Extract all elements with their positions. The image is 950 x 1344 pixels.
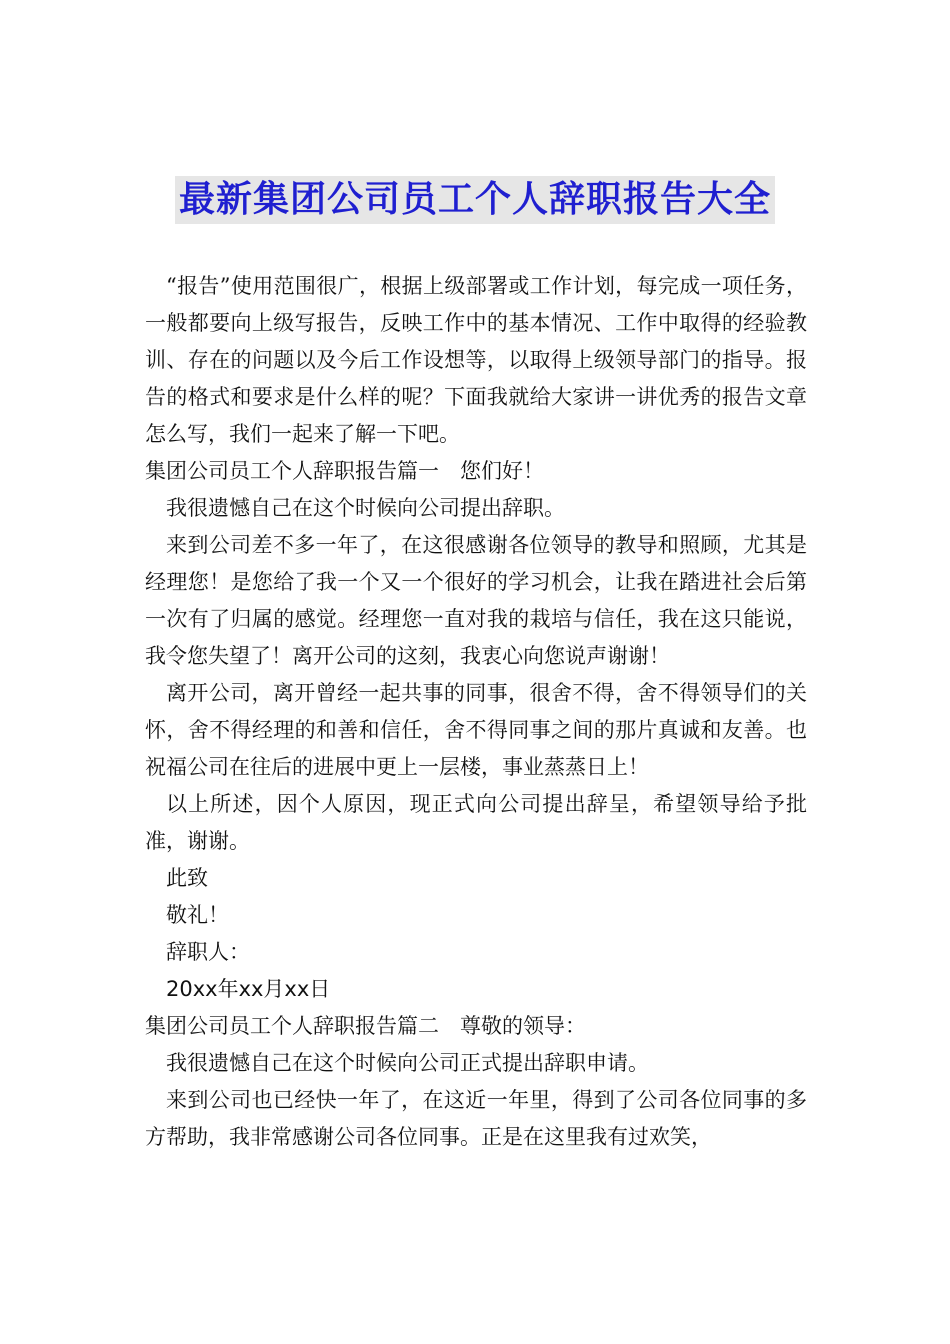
document-body — [145, 268, 807, 1156]
salute-line: 敬礼！ — [166, 903, 229, 927]
section-heading-2: 集团公司员工个人辞职报告篇二 尊敬的领导： — [145, 1014, 586, 1038]
paragraph: 离开公司，离开曾经一起共事的同事，很舍不得，舍不得领导们的关怀，舍不得经理的和善和信任，舍不得同事之间的那片真诚和友善。也祝福公司在往后的进展中更上一层楼，事业蒸蒸日上！ — [145, 681, 807, 779]
signature-line: 辞职人： — [166, 940, 250, 964]
intro-paragraph: “报告”使用范围很广，根据上级部署或工作计划，每完成一项任务，一般都要向上级写报告，反映工作中的基本情况、工作中取得的经验教训、存在的问题以及今后工作设想等，以取得上级领导部门的指导。报告的格式和要求是什么样的呢？下面我就给大家讲一讲优秀的报告文章怎么写，我们一起来了解一下吧。 — [145, 274, 807, 446]
paragraph: 来到公司也已经快一年了，在这近一年里，得到了公司各位同事的多方帮助，我非常感谢公司各位同事。正是在这里我有过欢笑， — [145, 1088, 807, 1149]
paragraph: 来到公司差不多一年了，在这很感谢各位领导的教导和照顾，尤其是经理您！是您给了我一个又一个很好的学习机会，让我在踏进社会后第一次有了归属的感觉。经理您一直对我的栽培与信任，我在这只能说，我令您失望了！离开公司的这刻，我衷心向您说声谢谢！ — [145, 533, 807, 668]
title-container — [0, 176, 950, 224]
section-heading-1: 集团公司员工个人辞职报告篇一 您们好！ — [145, 459, 544, 483]
closing-line: 此致 — [166, 866, 208, 890]
document-title: 最新集团公司员工个人辞职报告大全 — [175, 176, 775, 224]
paragraph: 以上所述，因个人原因，现正式向公司提出辞呈，希望领导给予批准，谢谢。 — [145, 792, 807, 853]
paragraph: 我很遗憾自己在这个时候向公司正式提出辞职申请。 — [166, 1051, 649, 1075]
paragraph: 我很遗憾自己在这个时候向公司提出辞职。 — [166, 496, 565, 520]
date-line: 20xx年xx月xx日 — [166, 977, 331, 1001]
